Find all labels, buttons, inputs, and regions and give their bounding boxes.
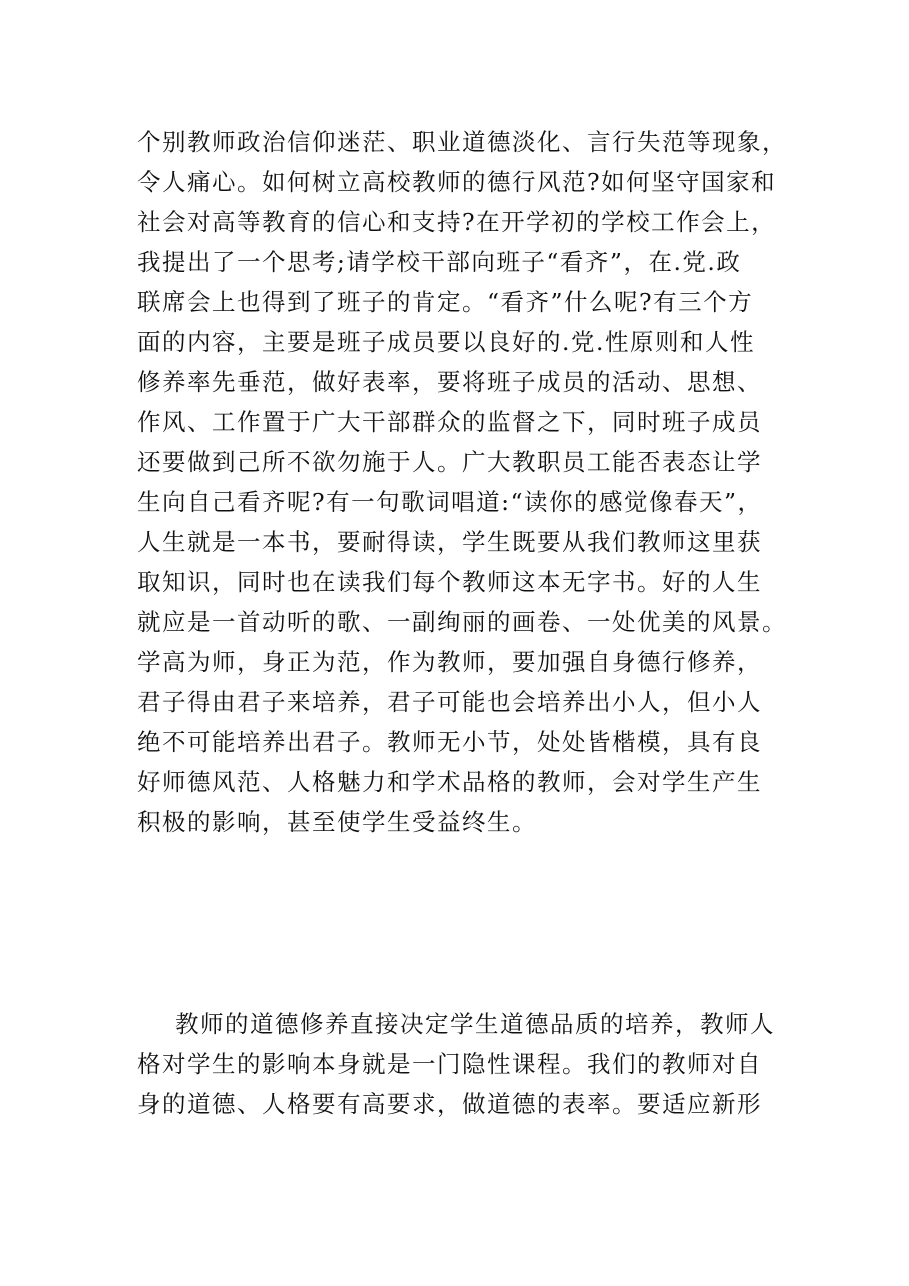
text-line: 作风、工作置于广大干部群众的监督之下，同时班子成员 <box>137 408 762 436</box>
text-line: 个别教师政治信仰迷茫、职业道德淡化、言行失范等现象， <box>137 128 787 156</box>
text-line: 还要做到己所不欲勿施于人。广大教职员工能否表态让学 <box>137 448 762 476</box>
text-line: 我提出了一个思考;请学校干部向班子“看齐”，在.党.政 <box>137 248 742 276</box>
text-line: 好师德风范、人格魅力和学术品格的教师，会对学生产生 <box>137 768 762 796</box>
text-line: 社会对高等教育的信心和支持?在开学初的学校工作会上， <box>137 208 777 236</box>
text-line: 学高为师，身正为范，作为教师，要加强自身德行修养， <box>137 648 762 676</box>
text-line: 联席会上也得到了班子的肯定。“看齐”什么呢?有三个方 <box>137 288 754 316</box>
text-line: 令人痛心。如何树立高校教师的德行风范?如何坚守国家和 <box>137 168 777 196</box>
text-line: 格对学生的影响本身就是一门隐性课程。我们的教师对自 <box>137 1050 762 1078</box>
text-line: 教师的道德修养直接决定学生道德品质的培养，教师人 <box>175 1010 775 1038</box>
text-line: 身的道德、人格要有高要求，做道德的表率。要适应新形 <box>137 1090 762 1118</box>
text-line: 生向自己看齐呢?有一句歌词唱道:“读你的感觉像春天”， <box>137 488 763 516</box>
text-line: 取知识，同时也在读我们每个教师这本无字书。好的人生 <box>137 568 762 596</box>
text-line: 积极的影响，甚至使学生受益终生。 <box>137 808 537 836</box>
text-line: 绝不可能培养出君子。教师无小节，处处皆楷模，具有良 <box>137 728 762 756</box>
text-line: 面的内容，主要是班子成员要以良好的.党.性原则和人性 <box>137 328 755 356</box>
text-line: 就应是一首动听的歌、一副绚丽的画卷、一处优美的风景。 <box>137 608 787 636</box>
text-line: 修养率先垂范，做好表率，要将班子成员的活动、思想、 <box>137 368 762 396</box>
text-line: 人生就是一本书，要耐得读，学生既要从我们教师这里获 <box>137 528 762 556</box>
text-line: 君子得由君子来培养，君子可能也会培养出小人，但小人 <box>137 688 762 716</box>
